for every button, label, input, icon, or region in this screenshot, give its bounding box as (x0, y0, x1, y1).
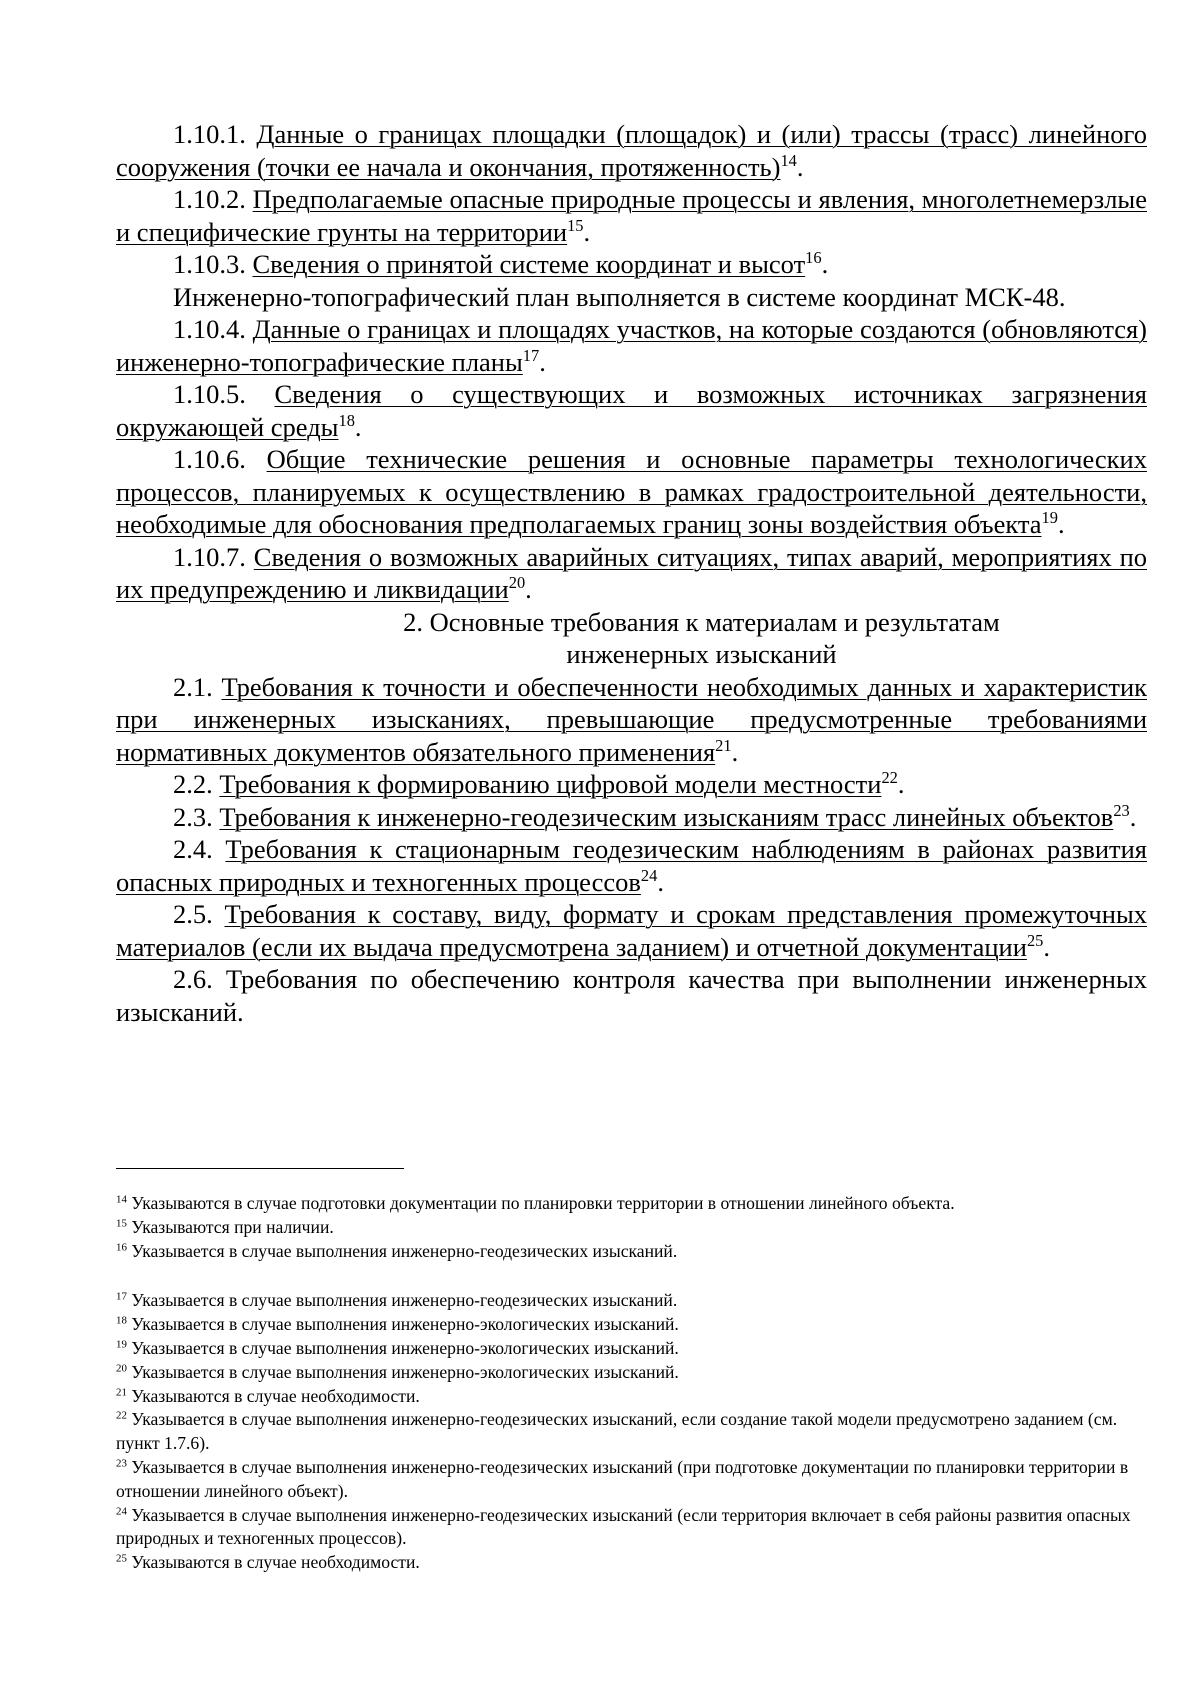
footnote-17 (116, 1289, 1147, 1313)
coordinate-system-note: Инженерно-топографический план выполняется в системе координат МСК-48. (173, 281, 1066, 312)
clause-1-10-2: 1.10.2. Предполагаемые опасные природные процессы и явления, многолетнемерзлые и специфические грунты на территории$^{15}$. (116, 184, 1147, 247)
footnote-text: Указывается в случае выполнения инженерно-геодезических изысканий, если создание такой модели предусмотрено заданием (см. пункт 1.7.6). (116, 1409, 1118, 1454)
clause-text: Требования по обеспечению контроля качества при выполнении инженерных изысканий. (116, 964, 1148, 1027)
clause-1-10-3: 1.10.3. Сведения о принятой системе координат и высот$^{16}$. (173, 247, 829, 279)
clause-text: Требования к составу, виду, формату и срокам представления промежуточных материалов (если их выдача предусмотрена заданием) и отчетной документации (116, 899, 1147, 962)
clause-2-6 (116, 963, 1147, 1028)
clause-number: 2.3. (173, 801, 213, 832)
footnote-text: Указываются в случае необходимости. (131, 1385, 420, 1406)
clause-text: Общие технические решения и основные параметры технологических процессов, планируемых к осуществлению в рамках градостроительной деятельности, необходимые для обоснования предполагаемых границ зоны воздействия объекта (116, 444, 1147, 539)
clause-text: Данные о границах площадки (площадок) и (или) трассы (трасс) линейного сооружения (точки ее начала и окончания, протяженность) (116, 119, 1148, 182)
footnote-ref: 14 (780, 150, 797, 170)
clause-text: Сведения о возможных аварийных ситуациях, типах аварий, мероприятиях по их предупреждению и ликвидации (116, 541, 1148, 604)
footnote-number: 21 (116, 1385, 127, 1398)
clause-text: Данные о границах и площадях участков, на которые создаются (обновляются) инженерно-топографические планы (116, 314, 1148, 377)
footnotes (116, 1192, 1147, 1575)
footnote-number: 25 (116, 1552, 127, 1565)
clause-1-10-4: 1.10.4. Данные о границах и площадях участков, на которые создаются (обновляются) инженерно-топографические планы$^{17}$. (116, 314, 1148, 377)
clause-text: Требования к стационарным геодезическим наблюдениям в районах развития опасных природных и техногенных процессов (116, 834, 1147, 897)
footnote-25 (116, 1551, 1147, 1575)
footnote-ref: 19 (1041, 507, 1058, 527)
footnote-text: Указывается в случае выполнения инженерно-экологических изысканий. (131, 1314, 679, 1335)
footnote-ref: 16 (805, 247, 822, 267)
footnote-text: Указывается в случае выполнения инженерно-геодезических изысканий. (131, 1240, 678, 1261)
clause-number: 2.5. (173, 899, 213, 929)
footnote-number: 17 (116, 1290, 127, 1303)
clause-number: 1.10.2. (173, 184, 246, 214)
clause-1-10-5: 1.10.5. Сведения о существующих и возможных источниках загрязнения окружающей среды$^{18}$. (116, 379, 1147, 442)
clause-1-10-6: 1.10.6. Общие технические решения и основные параметры технологических процессов, планируемых к осуществлению в рамках градостроительной деятельности, необходимые для обоснования предполагаемых границ зоны воздействия объекта$^{19}$. (116, 444, 1147, 539)
footnote-text: Указывается в случае выполнения инженерно-экологических изысканий. (131, 1361, 679, 1382)
clause-text: Требования к точности и обеспеченности необходимых данных и характеристик при инженерных изысканиях, превышающие предусмотренные требованиями нормативных документов обязательного применения (116, 671, 1148, 767)
section-heading-line-2: инженерных изысканий (566, 639, 837, 669)
document-body (116, 118, 1147, 1028)
footnote-14 (116, 1192, 1147, 1216)
footnote-number: 15 (116, 1217, 127, 1230)
footnote-19 (116, 1337, 1147, 1361)
footnote-text: Указывается в случае выполнения инженерно-геодезических изысканий. (131, 1290, 678, 1311)
clause-1-10-1: 1.10.1. Данные о границах площадки (площадок) и (или) трассы (трасс) линейного сооружения (точки ее начала и окончания, протяженность)$^{14}$. (116, 119, 1148, 182)
footnote-18 (116, 1313, 1147, 1337)
footnote-ref: 21 (715, 735, 732, 755)
footnote-number: 19 (116, 1338, 127, 1351)
clause-2-5: 2.5. Требования к составу, виду, формату и срокам представления промежуточных материалов (если их выдача предусмотрена заданием) и отчетной документации$^{25}$. (116, 899, 1147, 962)
footnote-16 (116, 1240, 1147, 1264)
footnote-number: 16 (116, 1240, 127, 1253)
footnote-ref: 20 (508, 572, 526, 592)
clause-text: Предполагаемые опасные природные процессы и явления, многолетнемерзлые и специфические грунты на территории (116, 184, 1147, 247)
footnote-ref: 22 (881, 767, 898, 787)
footnote-15 (116, 1216, 1147, 1240)
footnote-20 (116, 1361, 1147, 1385)
clause-number: 2.6. (173, 964, 213, 994)
section-2-heading (116, 606, 1147, 671)
footnote-24 (116, 1504, 1147, 1552)
clause-number: 2.1. (173, 671, 213, 702)
clause-2-1: 2.1. Требования к точности и обеспеченности необходимых данных и характеристик при инженерных изысканиях, превышающие предусмотренные требованиями нормативных документов обязательного применения$^{21}$. (116, 671, 1148, 767)
clause-number: 1.10.1. (173, 119, 246, 149)
clause-number: 2.2. (173, 769, 213, 799)
footnote-ref: 23 (1113, 800, 1130, 820)
clause-number: 1.10.5. (173, 379, 246, 409)
clause-text: Сведения о существующих и возможных источниках загрязнения окружающей среды (116, 379, 1147, 442)
footnote-23 (116, 1456, 1147, 1504)
clause-text: Требования к инженерно-геодезическим изысканиям трасс линейных объектов (219, 801, 1114, 832)
footnote-text: Указывается в случае выполнения инженерно-геодезических изысканий (при подготовке документации по планировки территории в отношении линейного объект). (116, 1456, 1129, 1501)
footnote-number: 20 (116, 1362, 127, 1375)
clause-number: 1.10.4. (173, 314, 246, 344)
footnote-ref: 24 (640, 865, 658, 885)
clause-2-2: 2.2. Требования к формированию цифровой модели местности$^{22}$. (173, 767, 905, 799)
footnote-ref: 17 (522, 345, 540, 365)
footnote-text: Указывается в случае выполнения инженерно-экологических изысканий. (131, 1337, 679, 1358)
footnote-number: 24 (116, 1504, 127, 1517)
footnote-text: Указываются в случае необходимости. (131, 1552, 420, 1573)
clause-2-4: 2.4. Требования к стационарным геодезическим наблюдениям в районах развития опасных природных и техногенных процессов$^{24}$. (116, 834, 1147, 897)
footnote-number: 14 (116, 1193, 127, 1206)
footnote-separator (116, 1168, 404, 1169)
clause-text: Сведения о принятой системе координат и высот (252, 249, 806, 279)
footnote-22 (116, 1408, 1147, 1456)
footnote-text: Указываются в случае подготовки документации по планировки территории в отношении линейного объекта. (131, 1193, 955, 1213)
footnote-number: 18 (116, 1314, 127, 1327)
clause-number: 1.10.6. (173, 444, 246, 474)
footnote-number: 22 (116, 1409, 127, 1422)
clause-number: 2.4. (173, 834, 213, 864)
footnote-text: Указывается в случае выполнения инженерно-геодезических изысканий (если территория включает в себя районы развития опасных природных и техногенных процессов). (116, 1504, 1131, 1549)
footnote-ref: 15 (567, 215, 584, 235)
footnote-ref: 18 (338, 410, 355, 430)
clause-number: 1.10.3. (173, 249, 246, 279)
clause-2-3: 2.3. Требования к инженерно-геодезическим изысканиям трасс линейных объектов$^{23}$. (173, 800, 1137, 832)
footnote-text: Указываются при наличии. (131, 1216, 334, 1237)
clause-text: Требования к формированию цифровой модели местности (219, 769, 882, 799)
section-heading-line-1: 2. Основные требования к материалам и результатам (403, 606, 1000, 637)
clause-number: 1.10.7. (173, 541, 246, 572)
footnote-number: 23 (116, 1457, 127, 1470)
clause-1-10-7: 1.10.7. Сведения о возможных аварийных ситуациях, типах аварий, мероприятиях по их предупреждению и ликвидации$^{20}$. (116, 541, 1148, 604)
footnote-21 (116, 1385, 1147, 1409)
footnote-ref: 25 (1026, 930, 1044, 950)
